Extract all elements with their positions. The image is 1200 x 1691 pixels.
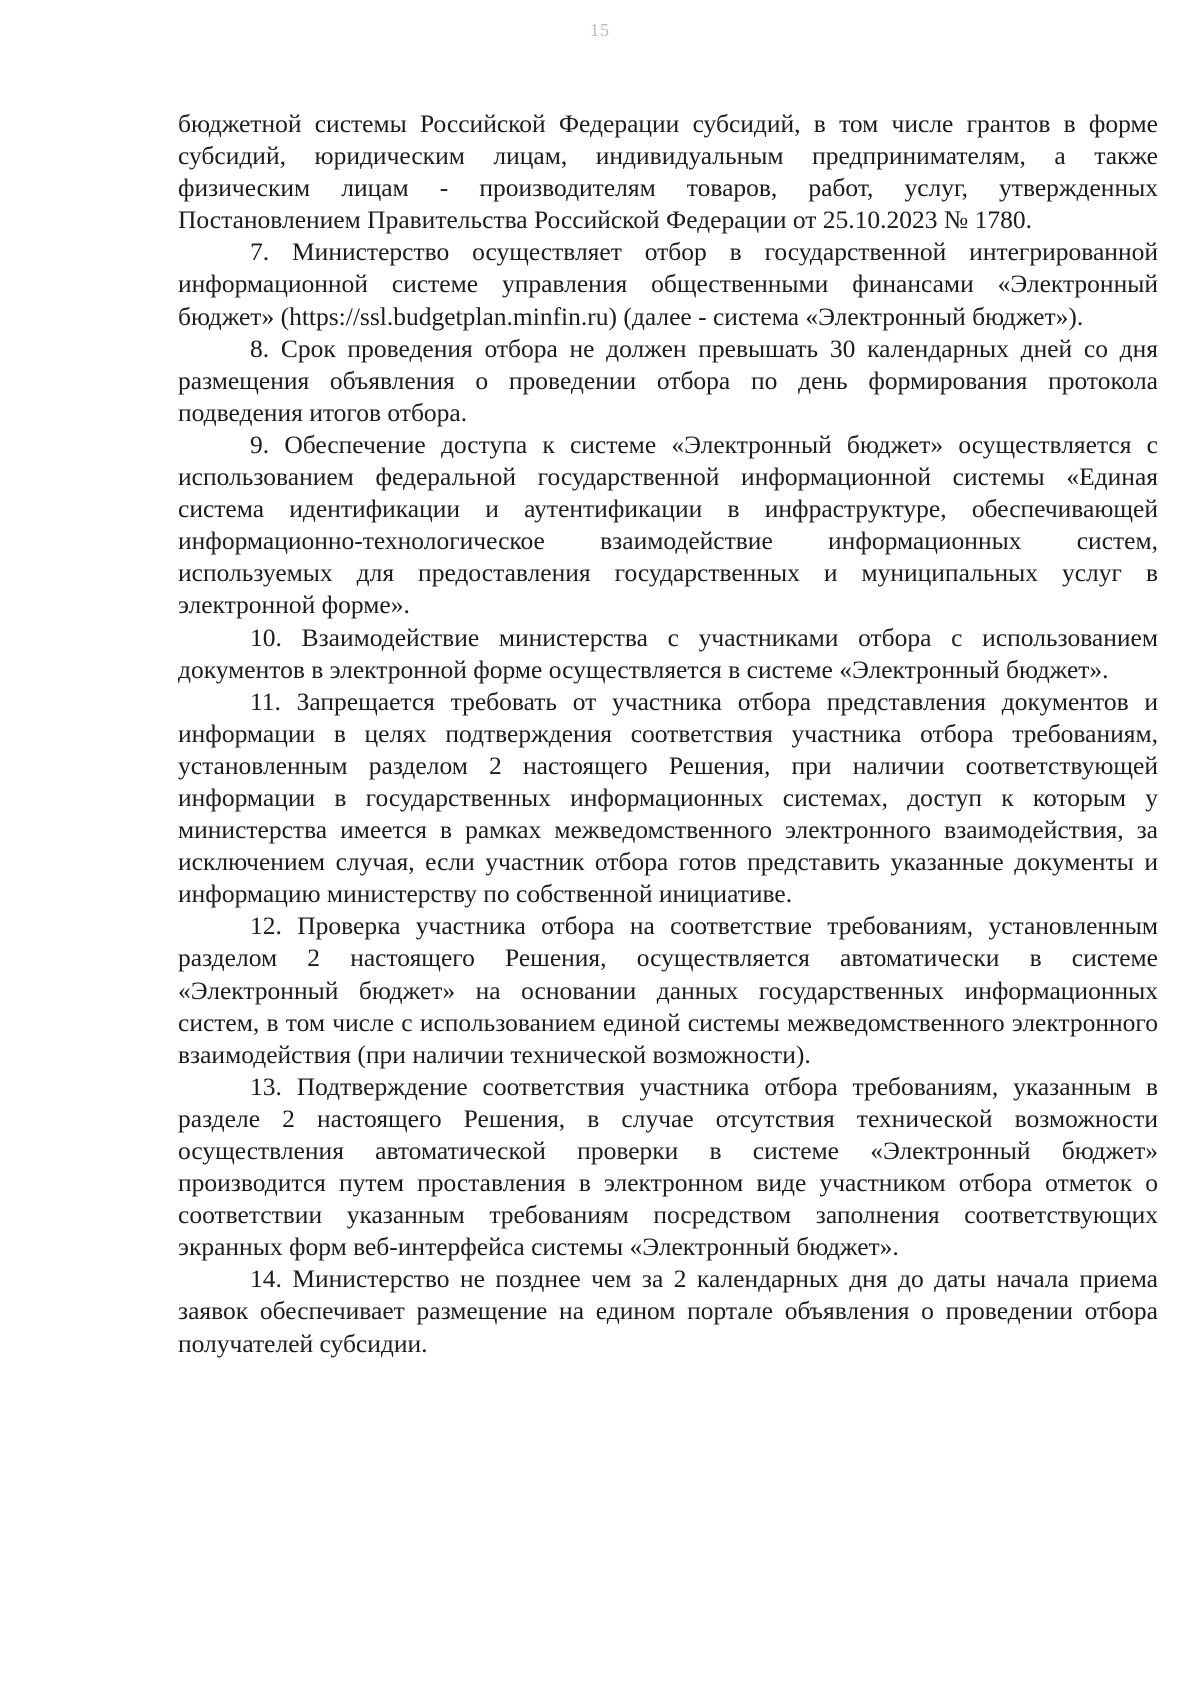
paragraph-item-13: 13. Подтверждение соответствия участника отбора требованиям, указанным в разделе 2 настоящего Решения, в случае отсутствия технической возможности осуществления автоматической проверки в системе «Электронный бюджет» производится путем проставления в электронном виде участником отбора отметок о соответствии указанным требованиям посредством заполнения соответствующих экранных форм веб-интерфейса системы «Электронный бюджет».	[178, 1071, 1158, 1262]
page-number: 15	[590, 20, 610, 40]
paragraph-item-10: 10. Взаимодействие министерства с участниками отбора с использованием документов в электронной форме осуществляется в системе «Электронный бюджет».	[178, 622, 1158, 684]
document-body	[178, 108, 1158, 1360]
paragraph-continuation: бюджетной системы Российской Федерации субсидий, в том числе грантов в форме субсидий, юридическим лицам, индивидуальным предпринимателям, а также физическим лицам - производителям товаров, работ, услуг, утвержденных Постановлением Правительства Российской Федерации от 25.10.2023 № 1780.	[178, 109, 1158, 235]
paragraph-item-9: 9. Обеспечение доступа к системе «Электронный бюджет» осуществляется с использованием федеральной государственной информационной системы «Единая система идентификации и аутентификации в инфраструктуре, обеспечивающей информационно-технологическое взаимодействие информационных систем, используемых для предоставления государственных и муниципальных услуг в электронной форме».	[178, 429, 1158, 620]
paragraph-item-7: 7. Министерство осуществляет отбор в государственной интегрированной информационной системе управления общественными финансами «Электронный бюджет» (https://ssl.budgetplan.minfin.ru) (далее - система «Электронный бюджет»).	[178, 237, 1158, 331]
paragraph-item-11: 11. Запрещается требовать от участника отбора представления документов и информации в целях подтверждения соответствия участника отбора требованиям, установленным разделом 2 настоящего Решения, при наличии соответствующей информации в государственных информационных системах, доступ к которым у министерства имеется в рамках межведомственного электронного взаимодействия, за исключением случая, если участник отбора готов представить указанные документы и информацию министерству по собственной инициативе.	[178, 686, 1158, 909]
paragraph-item-12: 12. Проверка участника отбора на соответствие требованиям, установленным разделом 2 настоящего Решения, осуществляется автоматически в системе «Электронный бюджет» на основании данных государственных информационных систем, в том числе с использованием единой системы межведомственного электронного взаимодействия (при наличии технической возможности).	[178, 911, 1158, 1069]
paragraph-item-14: 14. Министерство не позднее чем за 2 календарных дня до даты начала приема заявок обеспечивает размещение на едином портале объявления о проведении отбора получателей субсидии.	[178, 1264, 1158, 1358]
paragraph-item-8: 8. Срок проведения отбора не должен превышать 30 календарных дней со дня размещения объявления о проведении отбора по день формирования протокола подведения итогов отбора.	[178, 333, 1158, 427]
